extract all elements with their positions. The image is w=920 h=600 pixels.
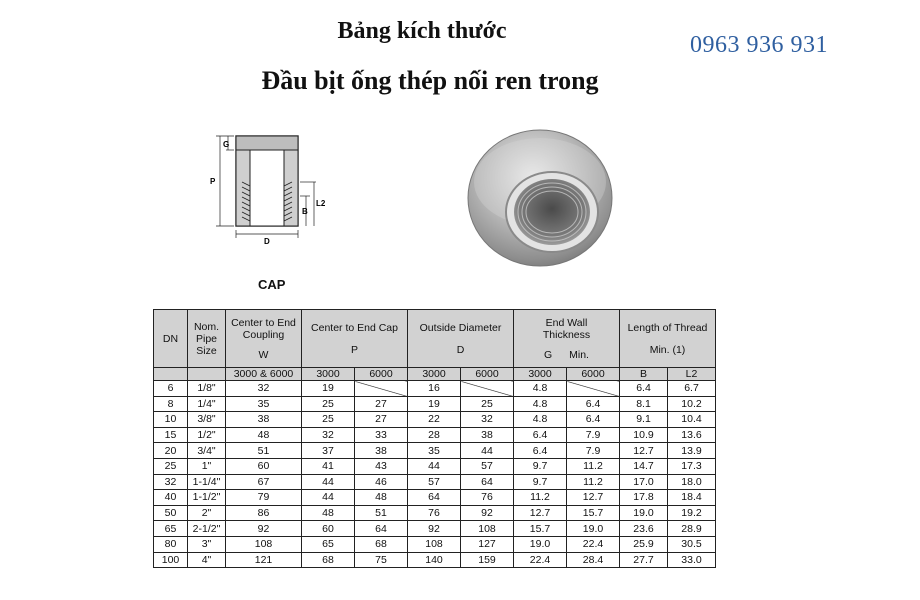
table-cell: 19: [408, 396, 461, 412]
table-cell: 68: [302, 552, 355, 568]
dim-label-p: P: [210, 177, 216, 186]
table-cell: 44: [302, 490, 355, 506]
table-cell: 11.2: [567, 474, 620, 490]
table-row: [154, 552, 716, 568]
table-cell: 76: [461, 490, 514, 506]
dim-label-d: D: [264, 237, 270, 246]
table-row: [154, 458, 716, 474]
table-cell: 79: [226, 490, 302, 506]
table-cell: 38: [226, 412, 302, 428]
header-end-wall-g: G: [544, 348, 553, 361]
table-cell: 6.4: [514, 427, 567, 443]
table-row: [154, 490, 716, 506]
table-cell: 32: [461, 412, 514, 428]
table-cell: 65: [154, 521, 188, 537]
table-cell: 10.4: [668, 412, 716, 428]
table-cell: 22.4: [567, 536, 620, 552]
header-dn: DN: [154, 310, 188, 368]
table-cell: 9.1: [620, 412, 668, 428]
table-cell: 27: [355, 412, 408, 428]
table-cell: 57: [461, 458, 514, 474]
table-cell: 4.8: [514, 396, 567, 412]
subheader-cell: 6000: [461, 368, 514, 381]
table-cell: 6.4: [514, 443, 567, 459]
table-cell: 17.3: [668, 458, 716, 474]
table-cell: 14.7: [620, 458, 668, 474]
dim-label-g: G: [223, 140, 230, 149]
table-cell: 10.2: [668, 396, 716, 412]
table-cell: 12.7: [514, 505, 567, 521]
table-cell: 92: [408, 521, 461, 537]
table-cell: 32: [226, 381, 302, 397]
table-cell: 1/4": [188, 396, 226, 412]
table-cell: 44: [408, 458, 461, 474]
table-cell: 10.9: [620, 427, 668, 443]
table-cell: 3": [188, 536, 226, 552]
table-cell: 4.8: [514, 381, 567, 397]
table-row: [154, 521, 716, 537]
table-cell: 6.4: [620, 381, 668, 397]
table-cell: 13.9: [668, 443, 716, 459]
table-cell: 48: [226, 427, 302, 443]
table-cell: 4": [188, 552, 226, 568]
table-cell: 57: [408, 474, 461, 490]
table-cell: 46: [355, 474, 408, 490]
table-cell: 27: [355, 396, 408, 412]
table-row: [154, 396, 716, 412]
table-row: [154, 474, 716, 490]
table-cell: 19.0: [514, 536, 567, 552]
cap-product-photo: [460, 120, 620, 270]
table-cell: 2": [188, 505, 226, 521]
table-cell: 15.7: [567, 505, 620, 521]
table-cell: 50: [154, 505, 188, 521]
table-cell: 18.0: [668, 474, 716, 490]
table-cell: 20: [154, 443, 188, 459]
table-cell: 19.0: [620, 505, 668, 521]
table-cell: 22.4: [514, 552, 567, 568]
subheader-cell: 6000: [355, 368, 408, 381]
dim-label-l2: L2: [316, 199, 326, 208]
table-cell: 25: [302, 412, 355, 428]
table-cell: 108: [226, 536, 302, 552]
table-cell: 25: [302, 396, 355, 412]
header-center-coupling: Center to End Coupling W: [226, 310, 302, 368]
table-cell: 38: [355, 443, 408, 459]
table-cell: 10: [154, 412, 188, 428]
table-cell: 140: [408, 552, 461, 568]
table-cell: 19.2: [668, 505, 716, 521]
table-cell: 11.2: [514, 490, 567, 506]
table-cell: 41: [302, 458, 355, 474]
table-row: [154, 381, 716, 397]
table-cell: 92: [461, 505, 514, 521]
table-cell: 33: [355, 427, 408, 443]
table-cell: 64: [355, 521, 408, 537]
table-cell: 3/8": [188, 412, 226, 428]
table-cell: 15.7: [514, 521, 567, 537]
table-cell: 33.0: [668, 552, 716, 568]
header-outside-diameter: Outside Diameter D: [408, 310, 514, 368]
subheader-cell: 6000: [567, 368, 620, 381]
table-cell: 8.1: [620, 396, 668, 412]
table-cell: 2-1/2": [188, 521, 226, 537]
table-cell: 6.7: [668, 381, 716, 397]
table-cell: 44: [461, 443, 514, 459]
table-cell: 37: [302, 443, 355, 459]
table-cell: 67: [226, 474, 302, 490]
subheader-cell: 3000: [514, 368, 567, 381]
table-row: [154, 505, 716, 521]
table-cell: 1-1/4": [188, 474, 226, 490]
table-cell: 25.9: [620, 536, 668, 552]
table-cell: 40: [154, 490, 188, 506]
table-cell: 17.0: [620, 474, 668, 490]
table-cell: 51: [226, 443, 302, 459]
table-cell: [355, 381, 408, 397]
table-cell: 64: [408, 490, 461, 506]
table-cell: 17.8: [620, 490, 668, 506]
table-cell: 1-1/2": [188, 490, 226, 506]
dimension-table: [153, 309, 716, 568]
table-cell: 22: [408, 412, 461, 428]
table-cell: 68: [355, 536, 408, 552]
table-row: [154, 536, 716, 552]
subheader-cell: 3000: [408, 368, 461, 381]
table-cell: 6: [154, 381, 188, 397]
table-cell: 108: [408, 536, 461, 552]
table-cell: 44: [302, 474, 355, 490]
table-cell: 51: [355, 505, 408, 521]
table-cell: 127: [461, 536, 514, 552]
table-cell: 30.5: [668, 536, 716, 552]
table-cell: 7.9: [567, 443, 620, 459]
table-cell: 28.9: [668, 521, 716, 537]
table-cell: 64: [461, 474, 514, 490]
table-cell: 7.9: [567, 427, 620, 443]
table-row: [154, 427, 716, 443]
table-cell: 92: [226, 521, 302, 537]
table-cell: [461, 381, 514, 397]
table-cell: 48: [302, 505, 355, 521]
table-cell: 18.4: [668, 490, 716, 506]
subheader-cell: L2: [668, 368, 716, 381]
table-cell: 28: [408, 427, 461, 443]
table-cell: 121: [226, 552, 302, 568]
table-cell: 19: [302, 381, 355, 397]
cap-technical-drawing: [198, 126, 328, 246]
table-cell: 1/8": [188, 381, 226, 397]
table-cell: 23.6: [620, 521, 668, 537]
page-subtitle: Đầu bịt ống thép nối ren trong: [261, 66, 599, 95]
table-body: [154, 381, 716, 568]
table-cell: 4.8: [514, 412, 567, 428]
table-cell: 12.7: [620, 443, 668, 459]
phone-number[interactable]: 0963 936 931: [690, 32, 828, 58]
table-cell: [567, 381, 620, 397]
table-cell: 12.7: [567, 490, 620, 506]
table-cell: 100: [154, 552, 188, 568]
table-cell: 1": [188, 458, 226, 474]
page-title: Bảng kích thước: [337, 18, 507, 44]
header-end-wall-min: Min.: [569, 348, 589, 361]
table-cell: 32: [154, 474, 188, 490]
table-cell: 76: [408, 505, 461, 521]
table-cell: 9.7: [514, 474, 567, 490]
header-end-wall: End Wall Thickness G Min.: [514, 310, 620, 368]
table-cell: 80: [154, 536, 188, 552]
table-cell: 38: [461, 427, 514, 443]
header-nom-pipe-size: Nom. Pipe Size: [188, 310, 226, 368]
table-row: [154, 412, 716, 428]
subheader-cell: B: [620, 368, 668, 381]
table-row: [154, 443, 716, 459]
subheader-cell: 3000: [302, 368, 355, 381]
table-cell: 75: [355, 552, 408, 568]
table-cell: 16: [408, 381, 461, 397]
table-cell: 9.7: [514, 458, 567, 474]
header-thread: Length of Thread Min. (1): [620, 310, 716, 368]
table-cell: 60: [226, 458, 302, 474]
table-cell: 48: [355, 490, 408, 506]
table-cell: 3/4": [188, 443, 226, 459]
table-cell: 11.2: [567, 458, 620, 474]
table-cell: 1/2": [188, 427, 226, 443]
table-cell: 35: [226, 396, 302, 412]
table-cell: 86: [226, 505, 302, 521]
table-cell: 13.6: [668, 427, 716, 443]
subheader-cell: 3000 & 6000: [226, 368, 302, 381]
table-cell: 43: [355, 458, 408, 474]
table-cell: 159: [461, 552, 514, 568]
table-cell: 35: [408, 443, 461, 459]
table-cell: 25: [154, 458, 188, 474]
table-cell: 32: [302, 427, 355, 443]
dim-label-b: B: [302, 207, 308, 216]
table-cell: 27.7: [620, 552, 668, 568]
table-cell: 6.4: [567, 396, 620, 412]
table-cell: 28.4: [567, 552, 620, 568]
table-cell: 6.4: [567, 412, 620, 428]
table-cell: 19.0: [567, 521, 620, 537]
table-cell: 8: [154, 396, 188, 412]
table-cell: 65: [302, 536, 355, 552]
header-center-cap: Center to End Cap P: [302, 310, 408, 368]
table-cell: 60: [302, 521, 355, 537]
table-cell: 15: [154, 427, 188, 443]
cap-label: CAP: [258, 277, 286, 292]
table-cell: 108: [461, 521, 514, 537]
table-cell: 25: [461, 396, 514, 412]
